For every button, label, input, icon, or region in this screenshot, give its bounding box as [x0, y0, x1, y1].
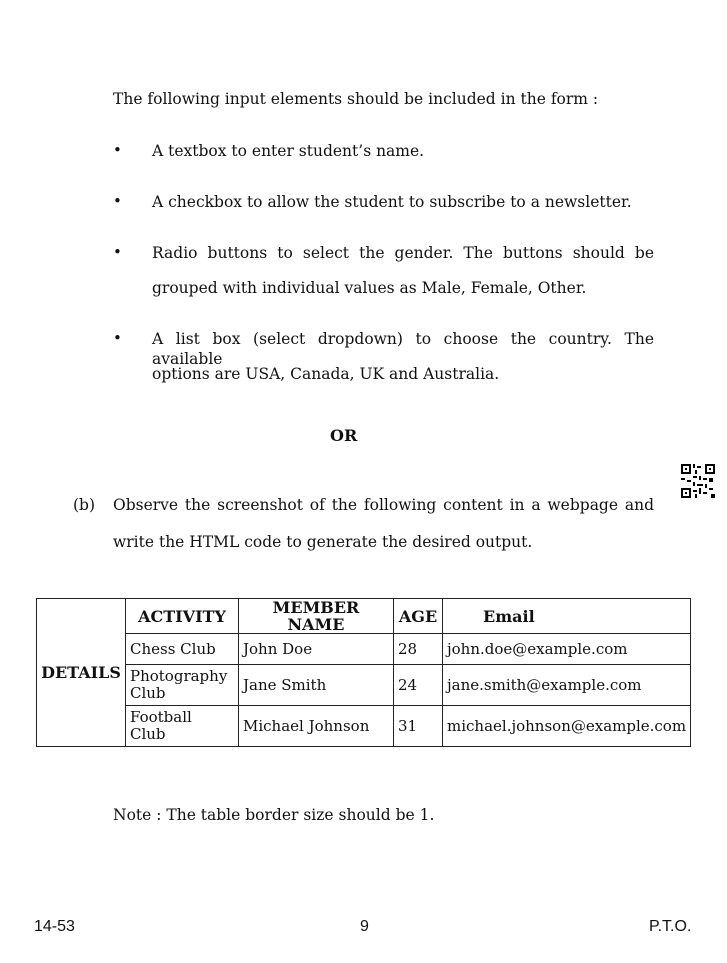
intro-text: The following input elements should be included in the form : — [113, 90, 599, 108]
cell-email: jane.smith@example.com — [443, 665, 691, 706]
cell-email: michael.johnson@example.com — [443, 706, 691, 747]
header-activity: ACTIVITY — [126, 599, 239, 634]
table-row — [37, 665, 691, 706]
list-item-continuation: grouped with individual values as Male, Female, Other. — [152, 279, 587, 297]
cell-member-name: Michael Johnson — [239, 706, 394, 747]
qr-code-icon — [681, 464, 715, 498]
bullet-marker: • — [113, 329, 122, 347]
or-separator: OR — [330, 426, 358, 445]
cell-email: john.doe@example.com — [443, 634, 691, 665]
question-text: Observe the screenshot of the following content in a webpage and — [113, 496, 654, 514]
note-text: Note : The table border size should be 1. — [113, 806, 435, 824]
header-email: Email — [443, 599, 691, 634]
pto-label: P.T.O. — [649, 918, 692, 935]
bullet-marker: • — [113, 243, 122, 261]
list-item: Radio buttons to select the gender. The buttons should be — [152, 244, 654, 262]
header-age: AGE — [394, 599, 443, 634]
paper-code: 14-53 — [34, 918, 75, 935]
part-label: (b) — [73, 496, 96, 514]
header-member-name: MEMBER NAME — [239, 599, 394, 634]
table-row — [37, 634, 691, 665]
cell-activity: Photography Club — [126, 665, 239, 706]
cell-age: 28 — [394, 634, 443, 665]
cell-member-name: John Doe — [239, 634, 394, 665]
bullet-marker: • — [113, 192, 122, 210]
cell-member-name: Jane Smith — [239, 665, 394, 706]
list-item: A textbox to enter student’s name. — [152, 142, 425, 160]
list-item-continuation: options are USA, Canada, UK and Australia. — [152, 365, 500, 383]
list-item: A list box (select dropdown) to choose the country. The available — [152, 330, 654, 368]
bullet-marker: • — [113, 141, 122, 159]
list-item: A checkbox to allow the student to subscribe to a newsletter. — [152, 193, 632, 211]
details-table — [36, 598, 691, 747]
table-row — [37, 706, 691, 747]
question-text-continuation: write the HTML code to generate the desired output. — [113, 533, 533, 551]
cell-age: 31 — [394, 706, 443, 747]
cell-activity: Football Club — [126, 706, 239, 747]
cell-age: 24 — [394, 665, 443, 706]
cell-activity: Chess Club — [126, 634, 239, 665]
group-label-cell: DETAILS — [37, 599, 126, 747]
table-header-row — [37, 599, 691, 634]
page-number: 9 — [360, 918, 369, 935]
